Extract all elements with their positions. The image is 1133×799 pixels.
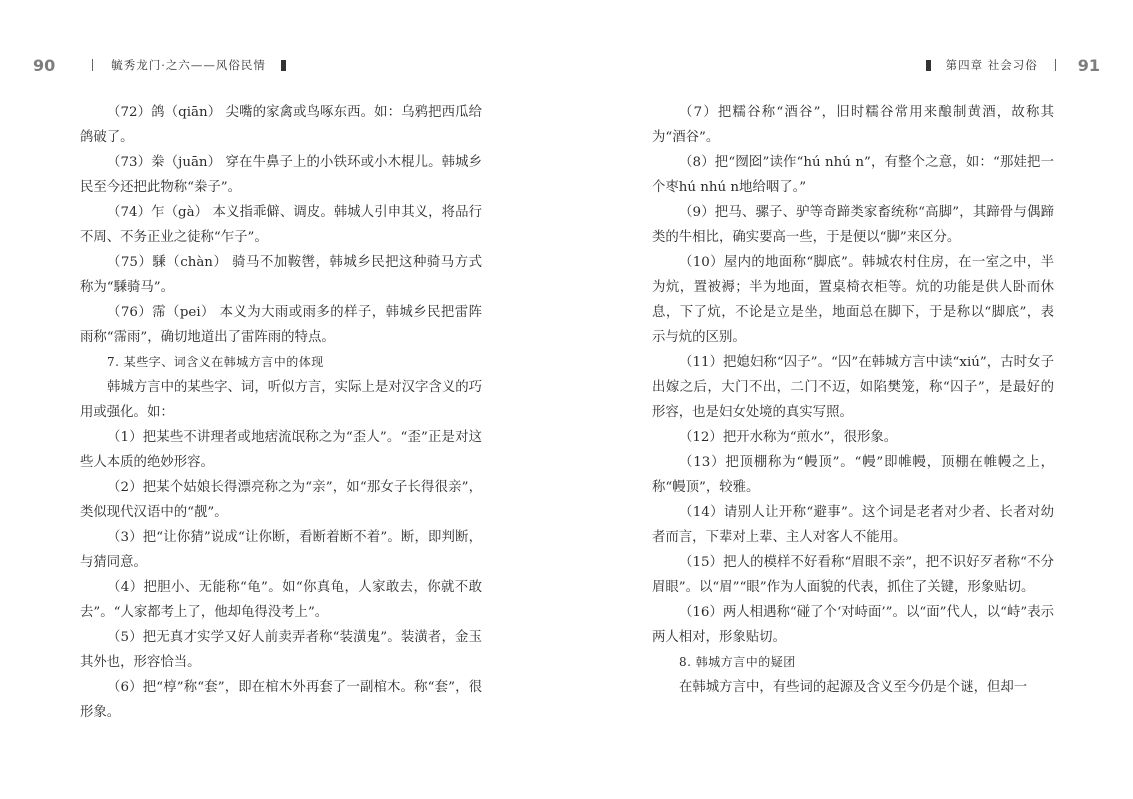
- paragraph: （5）把无真才实学又好人前卖弄者称“装潢鬼”。装潢者，金玉其外也，形容恰当。: [80, 630, 482, 670]
- right-page-number: 91: [1077, 55, 1100, 75]
- paragraph: （3）把“让你猜”说成“让你断，看断着断不着”。断，即判断，与猜同意。: [80, 530, 482, 570]
- left-page-header: [33, 53, 286, 77]
- left-page-number: 90: [33, 55, 56, 75]
- left-header-title: 毓秀龙门·之六——风俗民情: [111, 58, 266, 72]
- right-page-body: [652, 100, 1054, 700]
- paragraph: （7）把糯谷称“酒谷”，旧时糯谷常用来酿制黄酒，故称其为“酒谷”。: [652, 105, 1054, 145]
- paragraph: 在韩城方言中，有些词的起源及含义至今仍是个谜，但却一: [679, 680, 1028, 695]
- section-heading: 7. 某些字、词含义在韩城方言中的体现: [107, 355, 324, 369]
- paragraph: 韩城方言中的某些字、词，听似方言，实际上是对汉字含义的巧用或强化。如：: [80, 380, 482, 420]
- right-header-title: 第四章 社会习俗: [945, 58, 1038, 72]
- header-block-mark: [926, 60, 931, 71]
- paragraph: （9）把马、骡子、驴等奇蹄类家畜统称“高脚”，其蹄骨与偶蹄类的牛相比，确实要高一些，于是便以“脚”来区分。: [652, 205, 1054, 245]
- paragraph: （72）鸽（qiān） 尖嘴的家禽或鸟啄东西。如：乌鸦把西瓜给鸽破了。: [80, 105, 482, 145]
- paragraph: （75）騬（chàn） 骑马不加鞍辔，韩城乡民把这种骑马方式称为“騬骑马”。: [80, 255, 482, 295]
- paragraph: （76）霈（pei） 本义为大雨或雨多的样子，韩城乡民把雷阵雨称“霈雨”，确切地道出了雷阵雨的特点。: [80, 305, 482, 345]
- paragraph: （6）把“椁”称“套”，即在棺木外再套了一副棺木。称“套”，很形象。: [80, 680, 482, 720]
- paragraph: （14）请别人让开称“避事”。这个词是老者对少者、长者对幼者而言，下辈对上辈、主人对客人不能用。: [652, 505, 1054, 545]
- section-heading: 8. 韩城方言中的疑团: [679, 655, 796, 669]
- header-separator-line: [1055, 59, 1056, 71]
- paragraph: （4）把胆小、无能称“龟”。如“你真龟，人家敢去，你就不敢去”。“人家都考上了，他却龟得没考上”。: [80, 580, 482, 620]
- paragraph: （16）两人相遇称“碰了个‘对峙面’”。以“面”代人，以“峙”表示两人相对，形象贴切。: [652, 605, 1054, 645]
- paragraph: （74）乍（gà） 本义指乖僻、调皮。韩城人引申其义，将品行不周、不务正业之徒称“乍子”。: [80, 205, 482, 245]
- paragraph: （15）把人的模样不好看称“眉眼不亲”，把不识好歹者称“不分眉眼”。以“眉”“眼”作为人面貌的代表，抓住了关键，形象贴切。: [652, 555, 1054, 595]
- paragraph: （13）把顶棚称为“幔顶”。“幔”即帷幔，顶棚在帷幔之上，称“幔顶”，较雅。: [652, 455, 1054, 495]
- paragraph: （2）把某个姑娘长得漂亮称之为“亲”，如“那女子长得很亲”，类似现代汉语中的“靓”。: [80, 480, 482, 520]
- paragraph: （12）把开水称为“煎水”，很形象。: [679, 430, 898, 445]
- header-separator-line: [92, 59, 93, 71]
- paragraph: （11）把媳妇称“囚子”。“囚”在韩城方言中读“xiú”，古时女子出嫁之后，大门不出，二门不迈，如陷樊笼，称“囚子”，是最好的形容，也是妇女处境的真实写照。: [652, 355, 1054, 420]
- left-page-body: [80, 100, 482, 725]
- header-block-mark: [281, 60, 286, 71]
- paragraph: （10）屋内的地面称“脚底”。韩城农村住房，在一室之中，半为炕，置被褥；半为地面，置桌椅衣柜等。炕的功能是供人卧而休息，下了炕，不论是立是坐，地面总在脚下，于是称以“脚底”，表示与炕的区别。: [652, 255, 1054, 345]
- paragraph: （73）桊（juān） 穿在牛鼻子上的小铁环或小木棍儿。韩城乡民至今还把此物称“桊子”。: [80, 155, 482, 195]
- right-page-header: [926, 53, 1100, 77]
- paragraph: （8）把“囫囵”读作“hú nhú n”，有整个之意，如：“那娃把一个枣hú nhú n地给咽了。”: [652, 155, 1054, 195]
- paragraph: （1）把某些不讲理者或地痞流氓称之为“歪人”。“歪”正是对这些人本质的绝妙形容。: [80, 430, 482, 470]
